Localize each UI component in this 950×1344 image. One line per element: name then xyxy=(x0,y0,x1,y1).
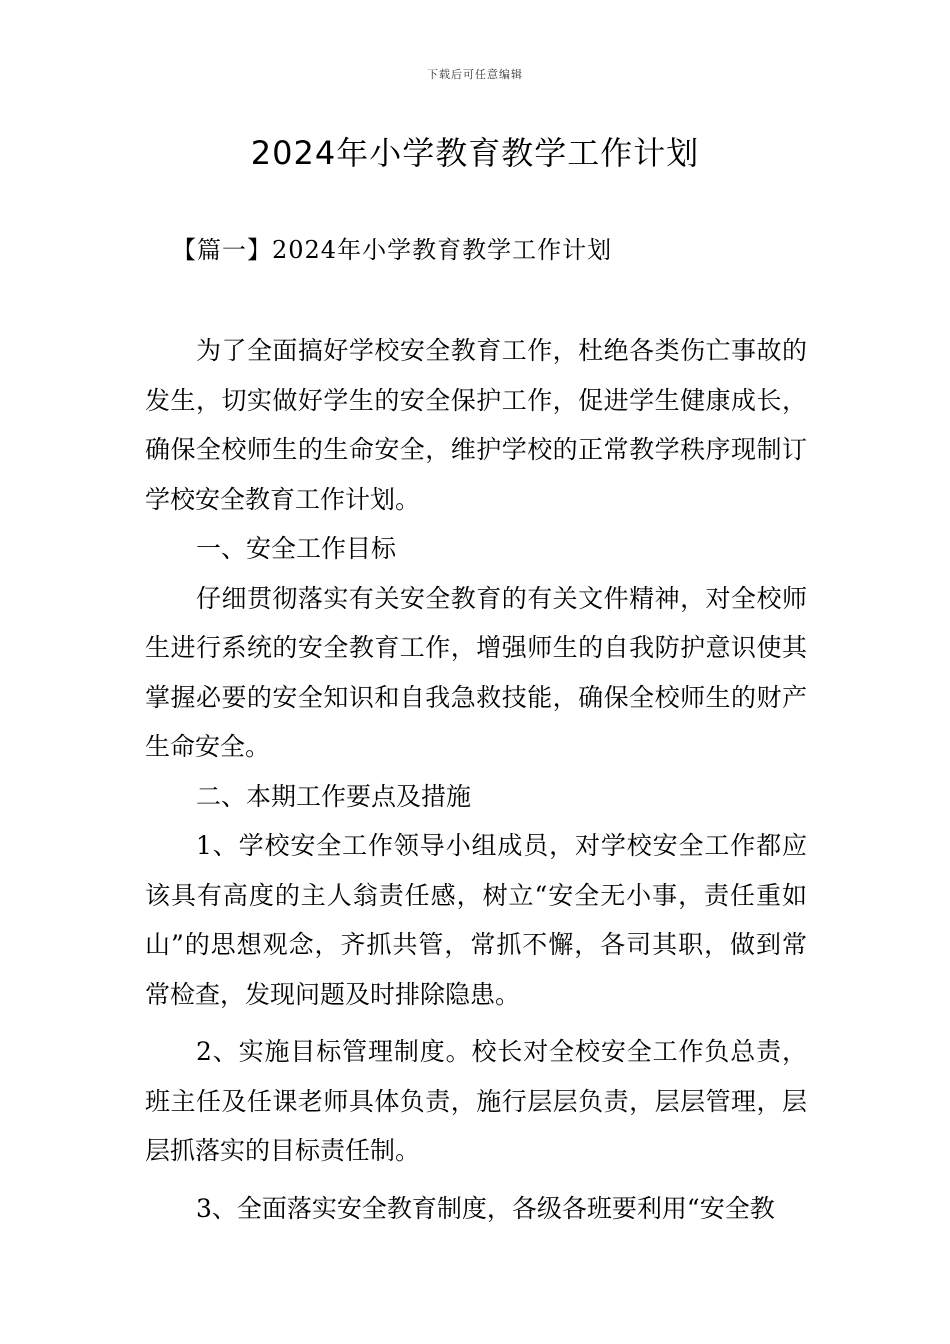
section-heading: 【篇一】2024年小学教育教学工作计划 xyxy=(172,236,613,264)
paragraph-intro: 为了全面搞好学校安全教育工作，杜绝各类伤亡事故的发生，切实做好学生的安全保护工作，促进学生健康成长，确保全校师生的生命安全，维护学校的正常教学秩序现制订学校安全教育工作计划。 xyxy=(145,336,807,514)
heading-safety-goal: 一、安全工作目标 xyxy=(196,534,397,563)
document-body xyxy=(145,326,807,1233)
paragraph-safety-goal: 仔细贯彻落实有关安全教育的有关文件精神，对全校师生进行系统的安全教育工作，增强师生的自我防护意识使其掌握必要的安全知识和自我急救技能，确保全校师生的财产生命安全。 xyxy=(145,583,807,761)
page-header-note: 下载后可任意编辑 xyxy=(427,68,523,81)
paragraph-point-2: 2、实施目标管理制度。校长对全校安全工作负总责，班主任及任课老师具体负责，施行层层负责，层层管理，层层抓落实的目标责任制。 xyxy=(145,1037,807,1165)
document-title: 2024年小学教育教学工作计划 xyxy=(250,134,700,172)
heading-key-points: 二、本期工作要点及措施 xyxy=(196,781,472,811)
paragraph-point-3: 3、全面落实安全教育制度，各级各班要利用“安全教 xyxy=(196,1193,775,1223)
paragraph-point-1: 1、学校安全工作领导小组成员，对学校安全工作都应该具有高度的主人翁责任感，树立“安全无小事，责任重如山”的思想观念，齐抓共管，常抓不懈，各司其职，做到常常检查，发现问题及时排除隐患。 xyxy=(145,831,807,1009)
